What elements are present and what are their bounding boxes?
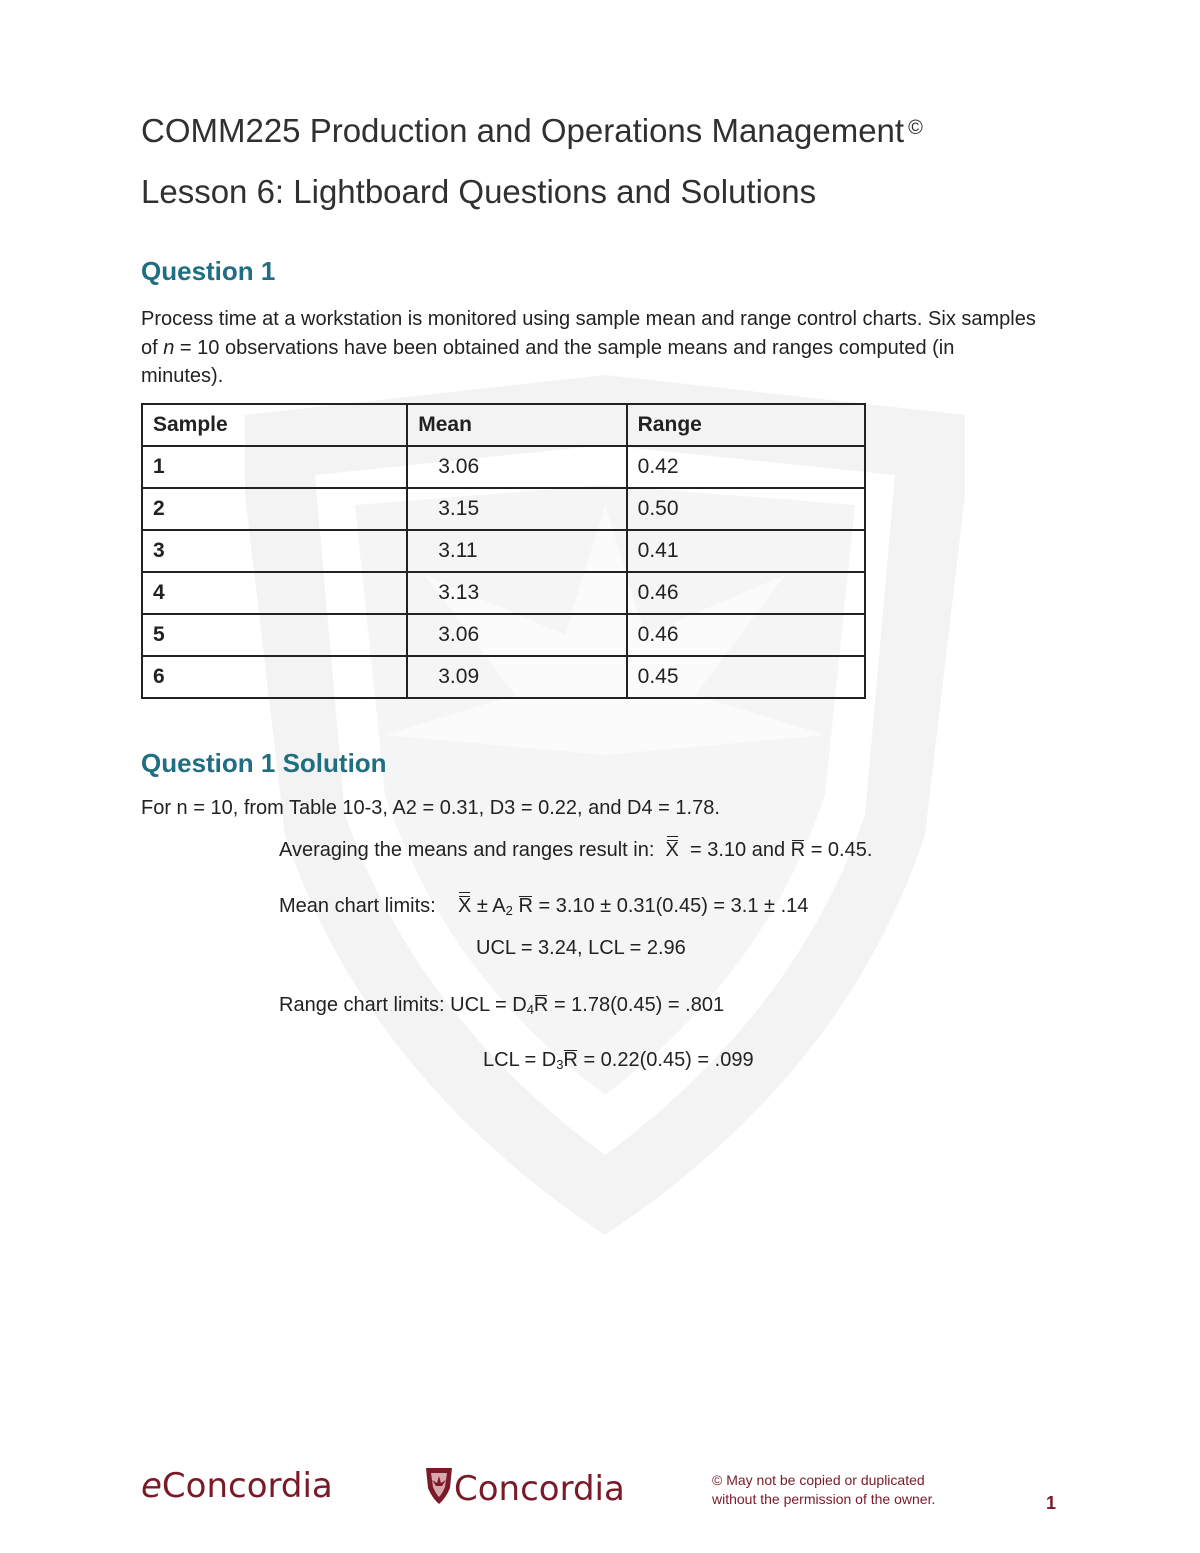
table-cell-range: 0.46 xyxy=(627,572,865,614)
table-header-row xyxy=(142,404,865,446)
econcordia-logo-text: Concordia xyxy=(161,1466,333,1506)
table-header-cell: Sample xyxy=(142,404,407,446)
table-cell-sample: 1 xyxy=(142,446,407,488)
table-cell-sample: 6 xyxy=(142,656,407,698)
concordia-shield-icon xyxy=(424,1466,454,1506)
solution-heading: Question 1 Solution xyxy=(141,748,387,778)
econcordia-e-icon: e xyxy=(141,1466,162,1506)
question1-text-part1: Process time at a workstation is monitored using sample mean and range control charts. Six samples of xyxy=(141,308,1036,359)
table-cell-mean: 3.06 xyxy=(407,446,626,488)
r-bar-symbol: R xyxy=(790,839,806,861)
table-cell-range: 0.41 xyxy=(627,530,865,572)
question1-text-part2: = 10 observations have been obtained and the sample means and ranges computed (in minutes). xyxy=(141,336,955,387)
table-cell-range: 0.45 xyxy=(627,656,865,698)
lesson-title: Lesson 6: Lightboard Questions and Solutions xyxy=(141,173,817,210)
table-cell-range: 0.46 xyxy=(627,614,865,656)
table-cell-range: 0.42 xyxy=(627,446,865,488)
table-cell-mean: 3.09 xyxy=(407,656,626,698)
averaging-end: = 0.45. xyxy=(810,839,873,861)
concordia-logo xyxy=(424,1466,625,1512)
table-cell-mean: 3.13 xyxy=(407,572,626,614)
mean-pm-a: ± A xyxy=(476,895,506,917)
copyright-notice-line1: © May not be copied or duplicated xyxy=(712,1472,925,1488)
table-header-cell: Mean xyxy=(407,404,626,446)
copyright-notice-line2: without the permission of the owner. xyxy=(712,1491,936,1507)
question1-text xyxy=(141,305,1041,391)
mean-chart-result: = 3.10 ± 0.31(0.45) = 3.1 ± .14 xyxy=(538,895,809,917)
copyright-icon: © xyxy=(908,117,923,139)
table-cell-sample: 3 xyxy=(142,530,407,572)
question1-text-italic: n xyxy=(163,336,175,359)
range-chart-limits-line xyxy=(279,994,724,1017)
solution-intro: For n = 10, from Table 10-3, A2 = 0.31, D3 = 0.22, and D4 = 1.78. xyxy=(141,797,720,819)
table-cell-mean: 3.06 xyxy=(407,614,626,656)
samples-table xyxy=(141,403,866,699)
question1-heading: Question 1 xyxy=(141,256,276,286)
table-cell-sample: 4 xyxy=(142,572,407,614)
copyright-notice xyxy=(712,1471,935,1509)
table-row xyxy=(142,530,865,572)
r-bar-symbol: R xyxy=(563,1049,578,1071)
course-title xyxy=(141,112,923,150)
table-row xyxy=(142,614,865,656)
table-cell-sample: 5 xyxy=(142,614,407,656)
averaging-label: Averaging the means and ranges result in: xyxy=(279,839,655,861)
range-lcl-line xyxy=(483,1049,754,1072)
concordia-logo-text: Concordia xyxy=(454,1469,625,1509)
range-lcl-result: = 0.22(0.45) = .099 xyxy=(583,1049,754,1071)
table-cell-range: 0.50 xyxy=(627,488,865,530)
subscript: 2 xyxy=(505,903,513,918)
mean-chart-label: Mean chart limits: xyxy=(279,895,436,917)
table-row xyxy=(142,446,865,488)
table-cell-mean: 3.15 xyxy=(407,488,626,530)
course-title-text: COMM225 Production and Operations Management xyxy=(141,112,905,149)
averaging-mid: = 3.10 and xyxy=(690,839,786,861)
page-number: 1 xyxy=(1046,1493,1057,1513)
table-row xyxy=(142,572,865,614)
range-chart-result: = 1.78(0.45) = .801 xyxy=(553,994,725,1016)
table-cell-sample: 2 xyxy=(142,488,407,530)
range-chart-label: Range chart limits: UCL = D xyxy=(279,994,527,1016)
averaging-line xyxy=(279,839,872,862)
table-row xyxy=(142,656,865,698)
subscript: 3 xyxy=(556,1057,564,1072)
mean-chart-limits-line xyxy=(279,895,808,918)
range-lcl-label: LCL = D xyxy=(483,1049,557,1071)
r-bar-symbol: R xyxy=(518,895,533,917)
mean-limits-line: UCL = 3.24, LCL = 2.96 xyxy=(476,937,686,959)
x-double-bar-symbol: X xyxy=(457,895,472,917)
subscript: 4 xyxy=(526,1002,534,1017)
table-header-cell: Range xyxy=(627,404,865,446)
table-row xyxy=(142,488,865,530)
econcordia-logo xyxy=(141,1466,333,1512)
r-bar-symbol: R xyxy=(533,994,549,1016)
table-cell-mean: 3.11 xyxy=(407,530,626,572)
x-double-bar-symbol: X xyxy=(665,839,679,861)
